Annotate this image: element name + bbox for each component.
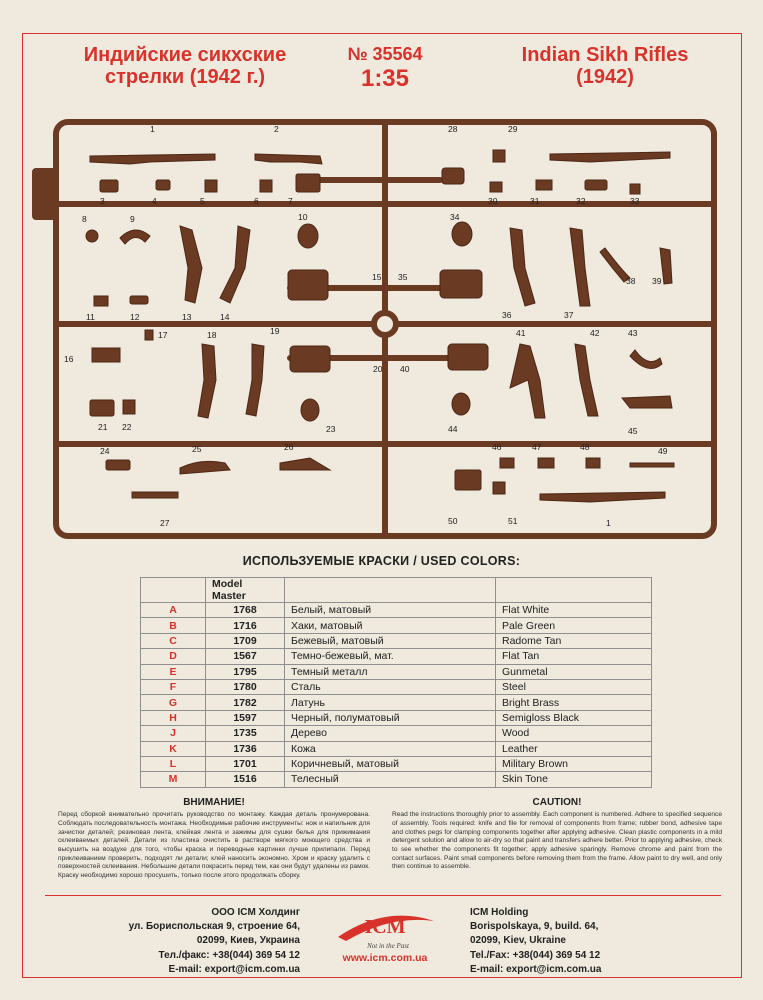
paint-code: 1716 [206, 618, 285, 633]
part-number-label: 36 [502, 310, 512, 320]
head-part [452, 222, 472, 246]
paint-code: 1709 [206, 633, 285, 648]
part-number-label: 12 [130, 312, 140, 322]
paint-name-en: Wood [496, 726, 652, 741]
paint-row [141, 664, 652, 679]
sprue-hub [374, 313, 396, 335]
part-number-label: 30 [488, 196, 498, 206]
part-number-label: 23 [326, 424, 336, 434]
part-number-label: 47 [532, 442, 542, 452]
part-number-label: 48 [580, 442, 590, 452]
paint-name-ru: Латунь [285, 695, 496, 710]
paint-name-ru: Бежевый, матовый [285, 633, 496, 648]
rifle-part [255, 154, 322, 164]
part-number-label: 33 [630, 196, 640, 206]
paint-name-en: Leather [496, 741, 652, 756]
part-piece [123, 400, 135, 414]
paint-name-ru: Белый, матовый [285, 603, 496, 618]
title-english [470, 44, 740, 89]
leg-part [575, 344, 598, 416]
part-piece [630, 463, 674, 467]
kit-scale: 1:35 [360, 65, 410, 93]
paint-name-en: Flat White [496, 603, 652, 618]
paint-name-ru: Хаки, матовый [285, 618, 496, 633]
paint-table-header [141, 578, 652, 603]
part-piece [130, 296, 148, 304]
part-number-label: 41 [516, 328, 526, 338]
leg-part [510, 228, 535, 306]
used-colors-title: ИСПОЛЬЗУЕМЫЕ КРАСКИ / USED COLORS: [242, 554, 521, 568]
arm-part [120, 230, 150, 244]
part-number-label: 17 [158, 330, 168, 340]
part-piece [86, 230, 98, 242]
part-number-label: 46 [492, 442, 502, 452]
paint-name-en: Gunmetal [496, 664, 652, 679]
part-piece [145, 330, 153, 340]
part-piece [92, 348, 120, 362]
part-number-label: 15 [372, 272, 382, 282]
part-number-label: 40 [400, 364, 410, 374]
address-english [470, 906, 690, 977]
part-piece [500, 458, 514, 468]
part-number-label: 49 [658, 446, 668, 456]
paint-name-en: Semigloss Black [496, 710, 652, 725]
paint-code: 1768 [206, 603, 285, 618]
brand-header: Model Master [206, 578, 285, 603]
head-part [301, 399, 319, 421]
paint-letter: A [141, 603, 206, 618]
part-piece [260, 180, 272, 192]
boot-part [280, 458, 330, 470]
paint-letter: G [141, 695, 206, 710]
part-number-label: 8 [82, 214, 87, 224]
part-piece [90, 400, 114, 416]
warning-ru-text: Перед сборкой внимательно прочитать руководство по монтажу. Каждая деталь пронумерована. Соблюдать последовательность монтажа. Необходимые рабочие инструменты: нож и напильник для зачистки деталей; резиновая лента, клейкая лента и зажимы для сушки белья для прижимания склеиваемых деталей. Детали из пластика очистить в растворе мягкого моющего средства и высушить на воздухе для того, чтобы краска и переводные картинки лучше прилипали. Перед приклеиванием проверить, подходят ли детали; клей наносить экономно. Хром и краску удалить с поверхностей склеивания. Небольшие детали покрасить перед тем, как они будут удалены из рамок. Краску необходимо хорошо просушить, только после этого продолжать сборку. [58, 811, 370, 880]
en-email: E-mail: export@icm.com.ua [470, 963, 602, 975]
arm-part [660, 248, 672, 284]
part-number-label: 39 [652, 276, 662, 286]
paint-row [141, 741, 652, 756]
ru-header [285, 578, 496, 603]
paint-letter: L [141, 756, 206, 771]
part-number-label: 16 [64, 354, 74, 364]
part-number-label: 1 [150, 124, 155, 134]
part-number-label: 2 [274, 124, 279, 134]
paint-row [141, 603, 652, 618]
address-russian [110, 906, 300, 977]
part-number-label: 28 [448, 124, 458, 134]
paint-row [141, 772, 652, 787]
part-number-label: 22 [122, 422, 132, 432]
part-piece [455, 470, 481, 490]
part-number-label: 14 [220, 312, 230, 322]
part-piece [132, 492, 178, 498]
part-number-label: 1 [606, 518, 611, 528]
paint-code: 1735 [206, 726, 285, 741]
paint-row [141, 633, 652, 648]
paint-row [141, 618, 652, 633]
paint-letter: M [141, 772, 206, 787]
head-part [298, 224, 318, 248]
leg-part [246, 344, 264, 416]
part-number-label: 4 [152, 196, 157, 206]
paint-name-en: Pale Green [496, 618, 652, 633]
paint-name-en: Skin Tone [496, 772, 652, 787]
caution-en-text: Read the instructions thoroughly prior to assembly. Each component is numbered. Adhere to specified sequence of assembly. Tools required: knife and file for removal of components from frame; rubber bond, adhesive tape and clothes pegs for clamping components together after applying adhesive. Clean plastic components in a mild detergent solution and allow to air-dry so that paint and transfers adhere better. Prior to applying adhesive, check to see whether the components fit together; apply adhesive sparingly. Remove chrome and paint from the contact surfaces. Paint small components before removing them from the frame. Allow paint to dry well, and only then continue to assemble. [392, 811, 722, 871]
part-number-label: 24 [100, 446, 110, 456]
title-ru-line2: стрелки (1942 г.) [104, 66, 266, 89]
caution-en-title: CAUTION! [532, 797, 582, 808]
part-number-label: 43 [628, 328, 638, 338]
part-piece [630, 184, 640, 194]
warning-russian [58, 796, 370, 881]
part-number-label: 27 [160, 518, 170, 528]
torso-part [440, 270, 482, 298]
part-piece [156, 180, 170, 190]
part-number-label: 32 [576, 196, 586, 206]
part-number-label: 35 [398, 272, 408, 282]
part-piece [490, 182, 502, 192]
paint-name-en: Steel [496, 679, 652, 694]
part-number-label: 51 [508, 516, 518, 526]
paint-name-en: Bright Brass [496, 695, 652, 710]
part-number-label: 31 [530, 196, 540, 206]
rifle-part [90, 154, 215, 164]
part-number-label: 38 [626, 276, 636, 286]
kit-info [330, 44, 440, 93]
part-number-label: 19 [270, 326, 280, 336]
paint-name-ru: Сталь [285, 679, 496, 694]
title-ru-line1: Индийские сикхские [83, 44, 287, 66]
title-russian [40, 44, 330, 89]
part-number-label: 9 [130, 214, 135, 224]
arm-part [622, 396, 672, 408]
paint-code: 1597 [206, 710, 285, 725]
paint-row [141, 726, 652, 741]
paint-table [140, 577, 652, 788]
caution-english [392, 796, 722, 872]
paint-code: 1736 [206, 741, 285, 756]
part-number-label: 10 [298, 212, 308, 222]
en-header [496, 578, 652, 603]
letter-header [141, 578, 206, 603]
part-number-label: 20 [373, 364, 383, 374]
part-piece [538, 458, 554, 468]
part-piece [585, 180, 607, 190]
sprue-diagram [30, 118, 725, 543]
paint-row [141, 695, 652, 710]
leg-part [220, 226, 250, 303]
title-en-line1: Indian Sikh Rifles [521, 44, 689, 66]
paint-letter: K [141, 741, 206, 756]
paint-name-ru: Темный металл [285, 664, 496, 679]
paint-code: 1782 [206, 695, 285, 710]
part-number-label: 42 [590, 328, 600, 338]
en-company: ICM Holding [470, 907, 529, 918]
paint-code: 1516 [206, 772, 285, 787]
part-piece [493, 482, 505, 494]
kit-number: № 35564 [347, 44, 423, 64]
paint-letter: E [141, 664, 206, 679]
part-number-label: 6 [254, 196, 259, 206]
ru-email: E-mail: export@icm.com.ua [168, 963, 300, 975]
paint-letter: F [141, 679, 206, 694]
paint-letter: J [141, 726, 206, 741]
paint-name-ru: Кожа [285, 741, 496, 756]
paint-letter: C [141, 633, 206, 648]
paint-letter: D [141, 649, 206, 664]
paint-name-en: Flat Tan [496, 649, 652, 664]
rifle-part [540, 492, 665, 502]
paint-name-ru: Дерево [285, 726, 496, 741]
torso-part [290, 346, 330, 372]
paint-name-ru: Телесный [285, 772, 496, 787]
leg-part [198, 344, 216, 418]
part-number-label: 7 [288, 196, 293, 206]
paint-name-ru: Черный, полуматовый [285, 710, 496, 725]
leg-part [570, 228, 590, 306]
part-piece [106, 460, 130, 470]
ru-city: 02099, Киев, Украина [196, 935, 300, 947]
part-piece [442, 168, 464, 184]
paint-letter: H [141, 710, 206, 725]
torso-part [448, 344, 488, 370]
en-city: 02099, Kiev, Ukraine [470, 935, 566, 947]
logo-tagline: Not in the Past [367, 942, 409, 950]
leg-part [510, 344, 545, 418]
warning-ru-title: ВНИМАНИЕ! [183, 797, 245, 808]
paint-code: 1795 [206, 664, 285, 679]
leg-part [180, 226, 202, 303]
part-number-label: 3 [100, 196, 105, 206]
paint-row [141, 710, 652, 725]
footer-divider [45, 895, 721, 896]
part-number-label: 29 [508, 124, 518, 134]
part-number-label: 50 [448, 516, 458, 526]
part-number-label: 5 [200, 196, 205, 206]
part-number-label: 21 [98, 422, 108, 432]
en-phone: Tel./Fax: +38(044) 369 54 12 [470, 949, 601, 961]
title-en-line2: (1942) [576, 66, 634, 89]
sprue-tab [32, 168, 56, 220]
paint-row [141, 649, 652, 664]
part-piece [493, 150, 505, 162]
paint-name-ru: Коричневый, матовый [285, 756, 496, 771]
ru-phone: Тел./факс: +38(044) 369 54 12 [158, 949, 300, 961]
ru-company: ООО ICM Холдинг [211, 907, 300, 918]
part-piece [205, 180, 217, 192]
paint-name-en: Military Brown [496, 756, 652, 771]
part-number-label: 44 [448, 424, 458, 434]
arm-part [630, 350, 662, 369]
part-number-label: 26 [284, 442, 294, 452]
torso-part [288, 270, 328, 300]
paint-code: 1701 [206, 756, 285, 771]
part-number-label: 37 [564, 310, 574, 320]
head-part [452, 393, 470, 415]
paint-letter: B [141, 618, 206, 633]
website-link[interactable]: www.icm.com.ua [342, 952, 428, 964]
part-piece [586, 458, 600, 468]
part-number-label: 11 [86, 312, 95, 322]
part-number-label: 34 [450, 212, 460, 222]
part-piece [296, 174, 320, 192]
paint-row [141, 679, 652, 694]
paint-name-ru: Темно-бежевый, мат. [285, 649, 496, 664]
logo-text: ICM [364, 916, 406, 938]
part-number-label: 45 [628, 426, 638, 436]
rifle-part [550, 152, 670, 162]
en-street: Borispolskaya, 9, build. 64, [470, 921, 599, 933]
part-number-label: 25 [192, 444, 202, 454]
part-piece [100, 180, 118, 192]
boot-part [180, 461, 230, 474]
part-piece [94, 296, 108, 306]
part-number-label: 13 [182, 312, 192, 322]
paint-row [141, 756, 652, 771]
paint-name-en: Radome Tan [496, 633, 652, 648]
paint-code: 1567 [206, 649, 285, 664]
part-piece [536, 180, 552, 190]
paint-code: 1780 [206, 679, 285, 694]
ru-street: ул. Бориспольская 9, строение 64, [128, 921, 300, 933]
part-number-label: 18 [207, 330, 217, 340]
